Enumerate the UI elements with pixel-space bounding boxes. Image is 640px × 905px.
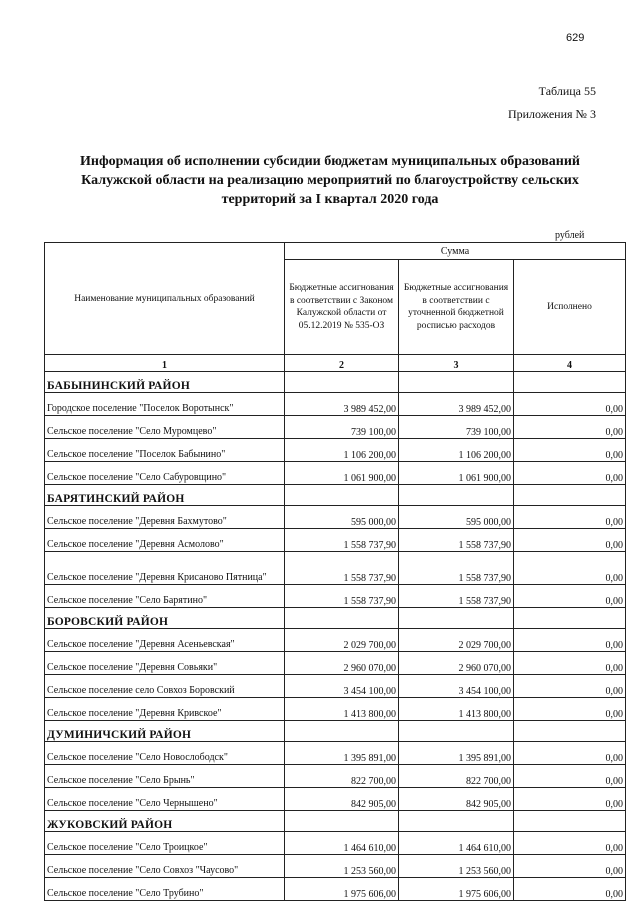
table-row <box>45 652 626 675</box>
executed-cell: 0,00 <box>514 439 626 462</box>
municipality-name: Сельское поселение "Деревня Кривское" <box>45 698 285 721</box>
law-allocation-cell: 3 989 452,00 <box>285 393 399 416</box>
law-allocation-cell: 1 106 200,00 <box>285 439 399 462</box>
municipality-name: Сельское поселение "Поселок Бабынино" <box>45 439 285 462</box>
refined-allocation-cell: 2 029 700,00 <box>399 629 514 652</box>
executed-cell: 0,00 <box>514 765 626 788</box>
district-row <box>45 721 626 742</box>
municipality-name: Сельское поселение "Деревня Асеньевская" <box>45 629 285 652</box>
district-row <box>45 608 626 629</box>
municipality-name: Сельское поселение "Деревня Совьяки" <box>45 652 285 675</box>
page-number: 629 <box>566 32 585 44</box>
refined-allocation-cell: 595 000,00 <box>399 506 514 529</box>
executed-cell: 0,00 <box>514 742 626 765</box>
district-name: БАБЫНИНСКИЙ РАЙОН <box>45 372 285 393</box>
law-allocation-cell: 1 395 891,00 <box>285 742 399 765</box>
municipality-name: Городское поселение "Поселок Воротынск" <box>45 393 285 416</box>
empty-cell <box>285 608 399 629</box>
refined-allocation-cell: 1 106 200,00 <box>399 439 514 462</box>
table-row <box>45 462 626 485</box>
executed-cell: 0,00 <box>514 462 626 485</box>
table-row <box>45 855 626 878</box>
header-col-law: Бюджетные ассигнования в соответствии с Законом Калужской области от 05.12.2019 № 535-ОЗ <box>285 260 399 355</box>
table-body <box>45 372 626 901</box>
empty-cell <box>399 608 514 629</box>
refined-allocation-cell: 3 989 452,00 <box>399 393 514 416</box>
table-row <box>45 585 626 608</box>
law-allocation-cell: 822 700,00 <box>285 765 399 788</box>
executed-cell: 0,00 <box>514 585 626 608</box>
header-col-executed: Исполнено <box>514 260 626 355</box>
law-allocation-cell: 1 558 737,90 <box>285 585 399 608</box>
executed-cell: 0,00 <box>514 393 626 416</box>
municipality-name: Сельское поселение "Село Трубино" <box>45 878 285 901</box>
executed-cell: 0,00 <box>514 529 626 552</box>
table-row <box>45 742 626 765</box>
header-sum-group: Сумма <box>285 243 626 260</box>
municipality-name: Сельское поселение "Село Новослободск" <box>45 742 285 765</box>
district-name: ДУМИНИЧСКИЙ РАЙОН <box>45 721 285 742</box>
appendix-label: Приложения № 3 <box>507 107 596 121</box>
executed-cell: 0,00 <box>514 675 626 698</box>
refined-allocation-cell: 2 960 070,00 <box>399 652 514 675</box>
executed-cell: 0,00 <box>514 878 626 901</box>
empty-cell <box>399 372 514 393</box>
table-row <box>45 552 626 585</box>
empty-cell <box>514 811 626 832</box>
law-allocation-cell: 3 454 100,00 <box>285 675 399 698</box>
empty-cell <box>285 721 399 742</box>
law-allocation-cell: 842 905,00 <box>285 788 399 811</box>
refined-allocation-cell: 1 975 606,00 <box>399 878 514 901</box>
table-row <box>45 765 626 788</box>
table-label: Таблица 55 <box>538 84 596 98</box>
refined-allocation-cell: 1 061 900,00 <box>399 462 514 485</box>
table-row <box>45 529 626 552</box>
subsidy-table <box>44 242 626 901</box>
column-number: 2 <box>285 355 399 372</box>
refined-allocation-cell: 1 464 610,00 <box>399 832 514 855</box>
column-number: 1 <box>45 355 285 372</box>
district-name: БАРЯТИНСКИЙ РАЙОН <box>45 485 285 506</box>
law-allocation-cell: 1 558 737,90 <box>285 552 399 585</box>
municipality-name: Сельское поселение "Село Совхоз "Чаусово" <box>45 855 285 878</box>
document-title <box>40 152 620 209</box>
municipality-name: Сельское поселение "Село Брынь" <box>45 765 285 788</box>
executed-cell: 0,00 <box>514 855 626 878</box>
table-row <box>45 393 626 416</box>
refined-allocation-cell: 822 700,00 <box>399 765 514 788</box>
executed-cell: 0,00 <box>514 552 626 585</box>
title-line: Информация об исполнении субсидии бюджетам муниципальных образований <box>80 154 580 169</box>
district-row <box>45 485 626 506</box>
unit-label: рублей <box>555 230 585 241</box>
empty-cell <box>285 485 399 506</box>
empty-cell <box>514 721 626 742</box>
table-row <box>45 878 626 901</box>
executed-cell: 0,00 <box>514 788 626 811</box>
empty-cell <box>514 485 626 506</box>
law-allocation-cell: 2 960 070,00 <box>285 652 399 675</box>
district-name: БОРОВСКИЙ РАЙОН <box>45 608 285 629</box>
executed-cell: 0,00 <box>514 629 626 652</box>
law-allocation-cell: 1 464 610,00 <box>285 832 399 855</box>
table-row <box>45 439 626 462</box>
refined-allocation-cell: 1 395 891,00 <box>399 742 514 765</box>
empty-cell <box>285 811 399 832</box>
column-number: 3 <box>399 355 514 372</box>
district-name: ЖУКОВСКИЙ РАЙОН <box>45 811 285 832</box>
refined-allocation-cell: 3 454 100,00 <box>399 675 514 698</box>
empty-cell <box>285 372 399 393</box>
empty-cell <box>514 372 626 393</box>
table-row <box>45 832 626 855</box>
law-allocation-cell: 1 061 900,00 <box>285 462 399 485</box>
municipality-name: Сельское поселение "Деревня Бахмутово" <box>45 506 285 529</box>
refined-allocation-cell: 1 558 737,90 <box>399 552 514 585</box>
municipality-name: Сельское поселение "Село Сабуровщино" <box>45 462 285 485</box>
table-row <box>45 506 626 529</box>
law-allocation-cell: 1 253 560,00 <box>285 855 399 878</box>
executed-cell: 0,00 <box>514 506 626 529</box>
empty-cell <box>399 721 514 742</box>
law-allocation-cell: 2 029 700,00 <box>285 629 399 652</box>
empty-cell <box>399 485 514 506</box>
law-allocation-cell: 739 100,00 <box>285 416 399 439</box>
municipality-name: Сельское поселение "Деревня Асмолово" <box>45 529 285 552</box>
header-col-refined: Бюджетные ассигнования в соответствии с уточненной бюджетной росписью расходов <box>399 260 514 355</box>
title-line: Калужской области на реализацию мероприятий по благоустройству сельских <box>81 173 579 188</box>
table-row <box>45 675 626 698</box>
header-name-column: Наименование муниципальных образований <box>45 243 285 355</box>
municipality-name: Сельское поселение "Деревня Крисаново Пятница" <box>45 552 285 585</box>
municipality-name: Сельское поселение "Село Троицкое" <box>45 832 285 855</box>
law-allocation-cell: 595 000,00 <box>285 506 399 529</box>
table-row <box>45 788 626 811</box>
title-line: территорий за I квартал 2020 года <box>221 192 439 207</box>
refined-allocation-cell: 842 905,00 <box>399 788 514 811</box>
refined-allocation-cell: 1 253 560,00 <box>399 855 514 878</box>
table-row <box>45 629 626 652</box>
executed-cell: 0,00 <box>514 652 626 675</box>
executed-cell: 0,00 <box>514 416 626 439</box>
executed-cell: 0,00 <box>514 698 626 721</box>
district-row <box>45 372 626 393</box>
municipality-name: Сельское поселение "Село Муромцево" <box>45 416 285 439</box>
table-row <box>45 698 626 721</box>
refined-allocation-cell: 739 100,00 <box>399 416 514 439</box>
law-allocation-cell: 1 975 606,00 <box>285 878 399 901</box>
refined-allocation-cell: 1 558 737,90 <box>399 585 514 608</box>
district-row <box>45 811 626 832</box>
empty-cell <box>514 608 626 629</box>
column-number: 4 <box>514 355 626 372</box>
refined-allocation-cell: 1 413 800,00 <box>399 698 514 721</box>
executed-cell: 0,00 <box>514 832 626 855</box>
municipality-name: Сельское поселение "Село Барятино" <box>45 585 285 608</box>
table-row <box>45 416 626 439</box>
empty-cell <box>399 811 514 832</box>
refined-allocation-cell: 1 558 737,90 <box>399 529 514 552</box>
law-allocation-cell: 1 413 800,00 <box>285 698 399 721</box>
law-allocation-cell: 1 558 737,90 <box>285 529 399 552</box>
municipality-name: Сельское поселение село Совхоз Боровский <box>45 675 285 698</box>
municipality-name: Сельское поселение "Село Чернышено" <box>45 788 285 811</box>
